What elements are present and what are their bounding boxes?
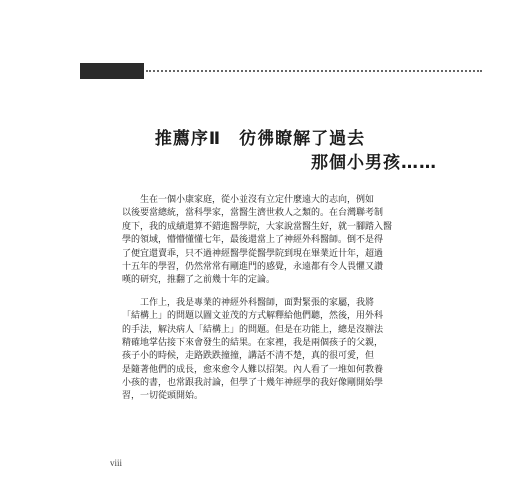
text-line: 精確地掌估接下來會發生的結果。在家裡，我是兩個孩子的父親， — [122, 337, 384, 348]
chapter-header-bar — [80, 63, 144, 79]
text-line: 嘆的研究，推翻了之前幾十年的定論。 — [122, 275, 276, 286]
page-title-line-1: 推薦序Ⅱ 彷彿瞭解了過去 — [154, 129, 366, 149]
text-line: 十五年的學習，仍然常常有剛進門的感覺，永遠都有令人畏懼又讚 — [122, 261, 384, 272]
paragraph-1 — [122, 194, 414, 288]
text-line: 「結構上」的問題以圖文並茂的方式解釋給他們聽，然後，用外科 — [122, 311, 384, 322]
page-number: viii — [110, 458, 123, 468]
header-dotted-rule — [146, 70, 482, 72]
text-line: 的手法，解決病人「結構上」的問題。但是在功能上，總是沒辦法 — [122, 324, 384, 335]
text-line: 習，一切從頭開始。 — [122, 391, 204, 402]
page-title-line-2: 那個小男孩…… — [311, 153, 437, 173]
text-line: 了便宜還賣乖，只不過神經醫學從醫學院到現在畢業近卄年，超過 — [122, 248, 384, 259]
body-text — [122, 194, 414, 413]
text-line: 學的領域，懵懵懂懂七年，最後還當上了神經外科醫師。倒不是得 — [122, 235, 384, 246]
text-line: 以後要當總統，當科學家，當醫生濟世救人之類的。在台灣聯考制 — [122, 208, 384, 219]
text-line: 小孩的書，也常跟我討論，但學了十幾年神經學的我好像剛開始學 — [122, 378, 384, 389]
text-line: 孩子小的時候，走路跌跌撞撞，講話不清不楚，真的很可愛，但 — [122, 351, 375, 362]
text-line: 度下，我的成績還算不錯進醫學院，大家說當醫生好，就一腳踏入醫 — [122, 221, 393, 232]
text-line: 生在一個小康家庭，從小並沒有立定什麼遠大的志向，例如 — [122, 195, 375, 205]
text-line: 是隨著他們的成長，愈來愈令人難以招架。內人看了一堆如何教養 — [122, 364, 384, 375]
text-line: 工作上，我是專業的神經外科醫師，面對緊張的家屬，我將 — [122, 297, 375, 308]
paragraph-2 — [122, 297, 414, 404]
